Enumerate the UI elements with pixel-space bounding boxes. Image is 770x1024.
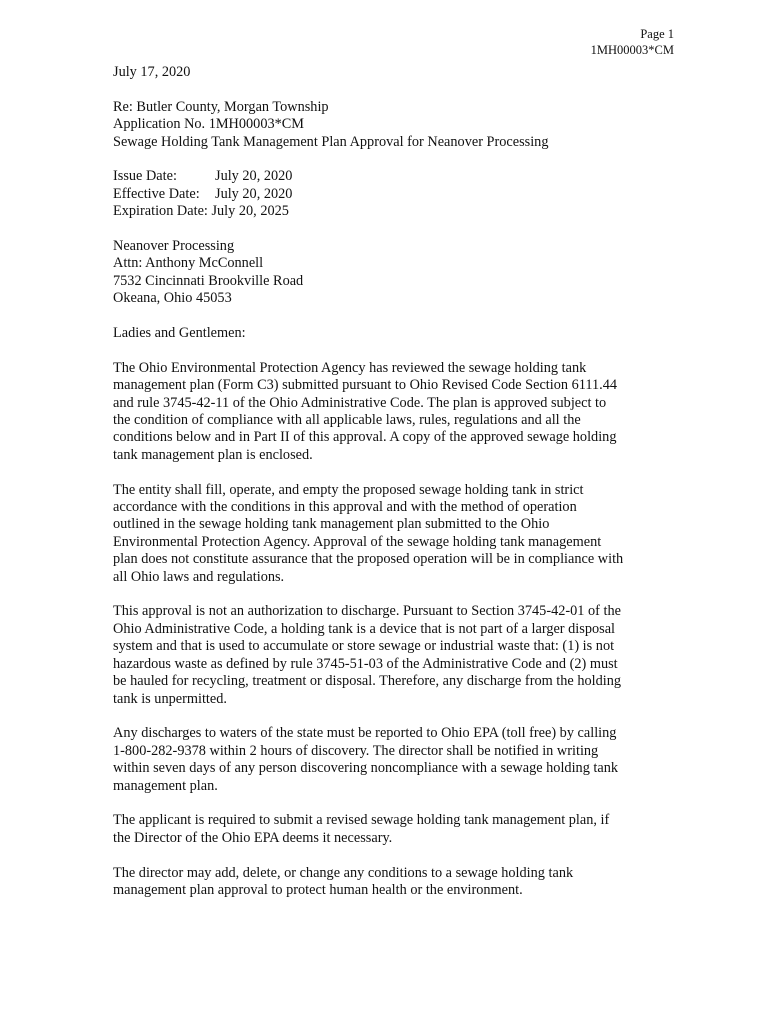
paragraph-approval — [113, 360, 668, 464]
paragraph-line: This approval is not an authorization to discharge. Pursuant to Section 3745-42-01 of the — [113, 603, 621, 620]
salutation: Ladies and Gentlemen: — [113, 325, 246, 342]
paragraph-line: conditions below and in Part II of this approval. A copy of the approved sewage holding — [113, 429, 617, 446]
expiration-date-label: Expiration Date: — [113, 203, 208, 220]
re-block — [113, 99, 668, 151]
letter-body — [113, 64, 668, 899]
dates-block — [113, 168, 668, 220]
addressee-city: Okeana, Ohio 45053 — [113, 290, 232, 307]
paragraph-line: tank is unpermitted. — [113, 690, 227, 707]
paragraph-line: hazardous waste as defined by rule 3745-51-03 of the Administrative Code and (2) must — [113, 655, 618, 672]
paragraph-line: The director may add, delete, or change any conditions to a sewage holding tank — [113, 864, 574, 881]
paragraph-line: management plan approval to protect human health or the environment. — [113, 881, 523, 898]
paragraph-line: management plan. — [113, 777, 218, 794]
address-block — [113, 238, 668, 308]
letter-date: July 17, 2020 — [113, 64, 191, 80]
paragraph-line: be hauled for recycling, treatment or disposal. Therefore, any discharge from the holding — [113, 673, 622, 690]
paragraph-line: Any discharges to waters of the state must be reported to Ohio EPA (toll free) by calling — [113, 725, 617, 742]
re-line: Re: Butler County, Morgan Township — [113, 98, 329, 115]
application-reference: 1MH00003*CM — [590, 43, 674, 57]
effective-date-label: Effective Date: — [113, 185, 200, 202]
paragraph-line: and rule 3745-42-11 of the Ohio Administrative Code. The plan is approved subject to — [113, 394, 607, 411]
effective-date-value: July 20, 2020 — [215, 185, 293, 202]
issue-date-label: Issue Date: — [113, 168, 177, 185]
expiration-date-value: July 20, 2025 — [211, 203, 289, 220]
subject-line: Sewage Holding Tank Management Plan Approval for Neanover Processing — [113, 133, 549, 150]
paragraph-discharge — [113, 603, 668, 707]
paragraph-operation — [113, 482, 668, 586]
page-number: Page 1 — [640, 27, 674, 41]
addressee-company: Neanover Processing — [113, 238, 235, 255]
paragraph-line: Environmental Protection Agency. Approval of the sewage holding tank management — [113, 533, 602, 550]
paragraph-conditions — [113, 865, 668, 900]
issue-date-row — [113, 168, 668, 185]
paragraph-line: the Director of the Ohio EPA deems it necessary. — [113, 829, 393, 846]
issue-date-value: July 20, 2020 — [215, 168, 293, 185]
effective-date-row — [113, 186, 668, 203]
paragraph-line: plan does not constitute assurance that the proposed operation will be in compliance with — [113, 551, 624, 568]
expiration-date-row — [113, 203, 668, 220]
paragraph-line: system and that is used to accumulate or store sewage or industrial waste that: (1) is not — [113, 638, 615, 655]
addressee-street: 7532 Cincinnati Brookville Road — [113, 272, 304, 289]
paragraph-revision — [113, 812, 668, 847]
paragraph-line: within seven days of any person discovering noncompliance with a sewage holding tank — [113, 760, 619, 777]
paragraph-line: management plan (Form C3) submitted pursuant to Ohio Revised Code Section 6111.44 — [113, 377, 618, 394]
paragraph-line: the condition of compliance with all applicable laws, rules, regulations and all the — [113, 412, 581, 429]
paragraph-line: Ohio Administrative Code, a holding tank is a device that is not part of a larger disposal — [113, 620, 616, 637]
addressee-attn: Attn: Anthony McConnell — [113, 255, 264, 272]
paragraph-line: tank management plan is enclosed. — [113, 446, 313, 463]
paragraph-line: all Ohio laws and regulations. — [113, 568, 285, 585]
paragraph-line: The entity shall fill, operate, and empty the proposed sewage holding tank in strict — [113, 481, 584, 498]
paragraph-line: accordance with the conditions in this approval and with the method of operation — [113, 499, 577, 516]
paragraph-reporting — [113, 725, 668, 795]
paragraph-line: The applicant is required to submit a revised sewage holding tank management plan, if — [113, 812, 610, 829]
paragraph-line: outlined in the sewage holding tank management plan submitted to the Ohio — [113, 516, 550, 533]
page-header — [591, 26, 674, 58]
paragraph-line: The Ohio Environmental Protection Agency has reviewed the sewage holding tank — [113, 359, 587, 376]
paragraph-line: 1-800-282-9378 within 2 hours of discovery. The director shall be notified in writing — [113, 742, 599, 759]
application-number: Application No. 1MH00003*CM — [113, 116, 305, 133]
